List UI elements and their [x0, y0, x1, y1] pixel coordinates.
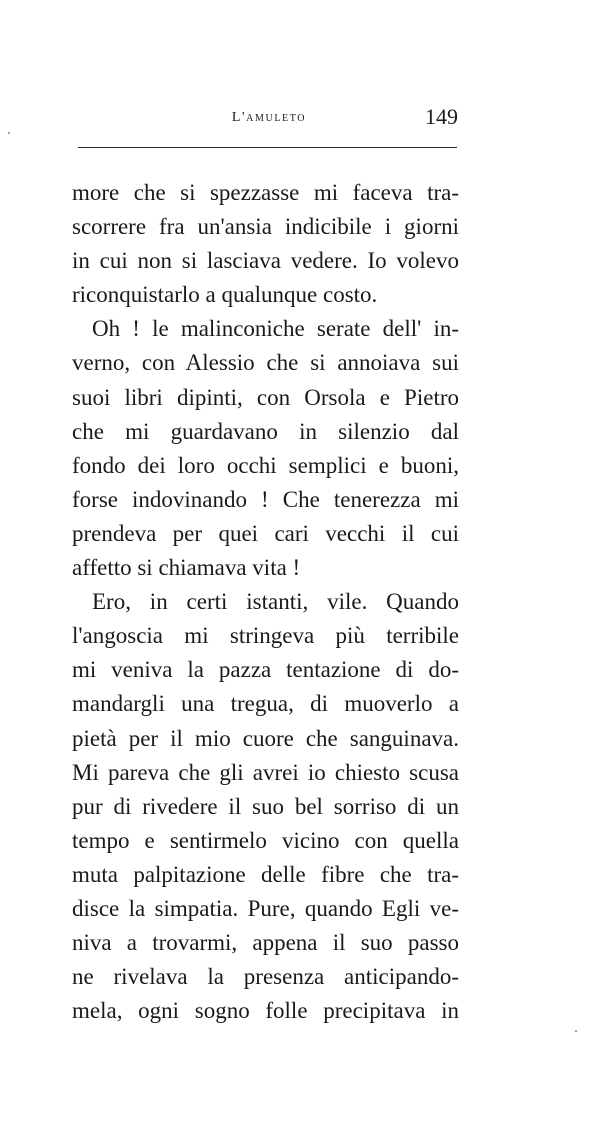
text-line: prendeva per quei cari vecchi il cui [72, 520, 459, 546]
text-line: mandargli una tregua, di muoverlo a [72, 691, 459, 717]
text-line: disce la simpatia. Pure, quando Egli ve- [72, 895, 459, 921]
text-line: affetto si chiamava vita ! [72, 555, 301, 581]
text-line: pur di rivedere il suo bel sorriso di un [72, 793, 459, 819]
text-line: che mi guardavano in silenzio dal [72, 418, 459, 444]
text-line: riconquistarlo a qualunque costo. [72, 282, 378, 308]
text-line: Mi pareva che gli avrei io chiesto scusa [72, 759, 459, 785]
text-line: niva a trovarmi, appena il suo passo [72, 930, 459, 956]
text-line: tempo e sentirmelo vicino con quella [72, 827, 459, 853]
text-line: more che si spezzasse mi faceva tra- [72, 180, 459, 205]
running-head [78, 104, 460, 134]
body-text [72, 176, 459, 1028]
text-line: forse indovinando ! Che tenerezza mi [72, 486, 459, 512]
text-line: fondo dei loro occhi semplici e buoni, [72, 452, 459, 478]
text-line: Oh ! le malinconiche serate dell' in- [92, 316, 459, 342]
header-rule [78, 147, 457, 148]
paper-speck [575, 1030, 577, 1032]
text-line: ne rivelava la presenza anticipando- [72, 964, 459, 990]
text-line: muta palpitazione delle fibre che tra- [72, 861, 459, 887]
text-line: suoi libri dipinti, con Orsola e Pietro [72, 384, 459, 410]
text-line: in cui non si lasciava vedere. Io volevo [72, 248, 459, 274]
text-line: verno, con Alessio che si annoiava sui [72, 350, 459, 376]
text-line: mi veniva la pazza tentazione di do- [72, 657, 459, 683]
text-line: scorrere fra un'ansia indicibile i giorni [72, 214, 459, 240]
text-line: mela, ogni sogno folle precipitava in [72, 998, 459, 1024]
text-line: Ero, in certi istanti, vile. Quando [92, 589, 459, 615]
text-line: l'angoscia mi stringeva più terribile [72, 623, 459, 649]
paper-speck [8, 132, 10, 134]
text-line: pietà per il mio cuore che sanguinava. [72, 725, 459, 751]
page-number: 149 [425, 104, 458, 129]
running-title: L'amuleto [231, 110, 307, 125]
